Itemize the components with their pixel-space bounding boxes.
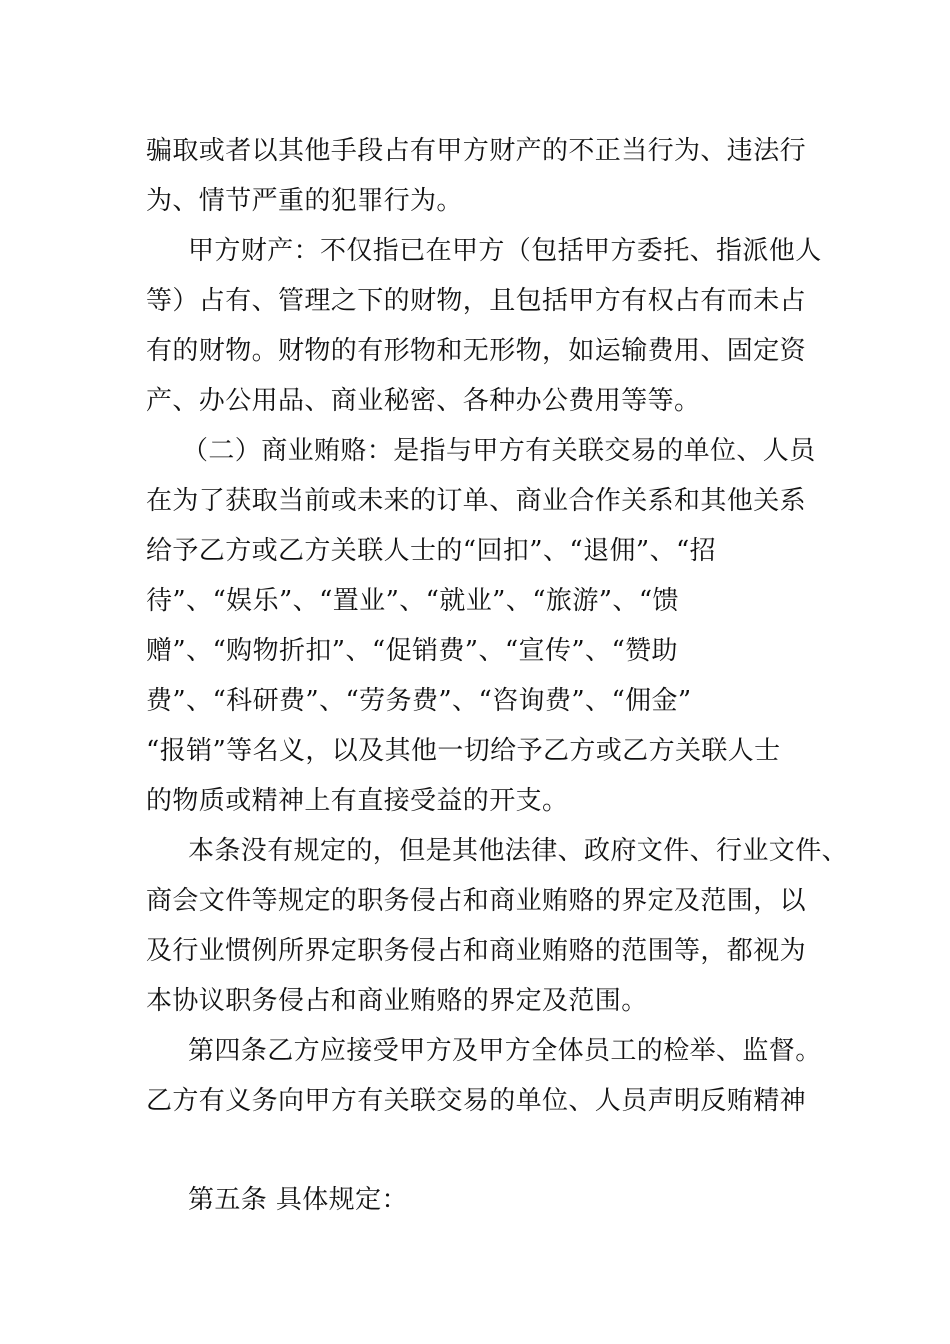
text-line-19: 第四条乙方应接受甲方及甲方全体员工的检举、监督。 [188,1036,822,1066]
text-line-4: 等）占有、管理之下的财物，且包括甲方有权占有而未占 [146,286,807,316]
text-line-20: 乙方有义务向甲方有关联交易的单位、人员声明反贿精神 [146,1086,807,1116]
text-line-9: 给予乙方或乙方关联人士的“回扣”、“退佣”、“招 [146,536,717,566]
text-line-18: 本协议职务侵占和商业贿赂的界定及范围。 [146,986,648,1016]
text-line-15: 本条没有规定的，但是其他法律、政府文件、行业文件、 [188,836,849,866]
text-line-17: 及行业惯例所界定职务侵占和商业贿赂的范围等，都视为 [146,936,807,966]
text-line-1: 骗取或者以其他手段占有甲方财产的不正当行为、违法行 [146,136,807,166]
text-line-3: 甲方财产：不仅指已在甲方（包括甲方委托、指派他人 [188,236,822,266]
text-line-6: 产、办公用品、商业秘密、各种办公费用等等。 [146,386,701,416]
text-line-8: 在为了获取当前或未来的订单、商业合作关系和其他关系 [146,486,807,516]
text-line-16: 商会文件等规定的职务侵占和商业贿赂的界定及范围，以 [146,886,807,916]
text-line-10: 待”、“娱乐”、“置业”、“就业”、“旅游”、“馈 [146,586,679,616]
text-line-11: 赠”、“购物折扣”、“促销费”、“宣传”、“赞助 [146,636,678,666]
text-line-14: 的物质或精神上有直接受益的开支。 [146,786,569,816]
text-line-2: 为、情节严重的犯罪行为。 [146,186,463,216]
text-line-7: （二）商业贿赂：是指与甲方有关联交易的单位、人员 [182,436,816,466]
section-heading: 第五条 具体规定： [188,1185,408,1215]
text-line-5: 有的财物。财物的有形物和无形物，如运输费用、固定资 [146,336,807,366]
text-line-12: 费”、“科研费”、“劳务费”、“咨询费”、“佣金” [146,686,692,716]
text-line-13: “报销”等名义，以及其他一切给予乙方或乙方关联人士 [146,736,781,766]
